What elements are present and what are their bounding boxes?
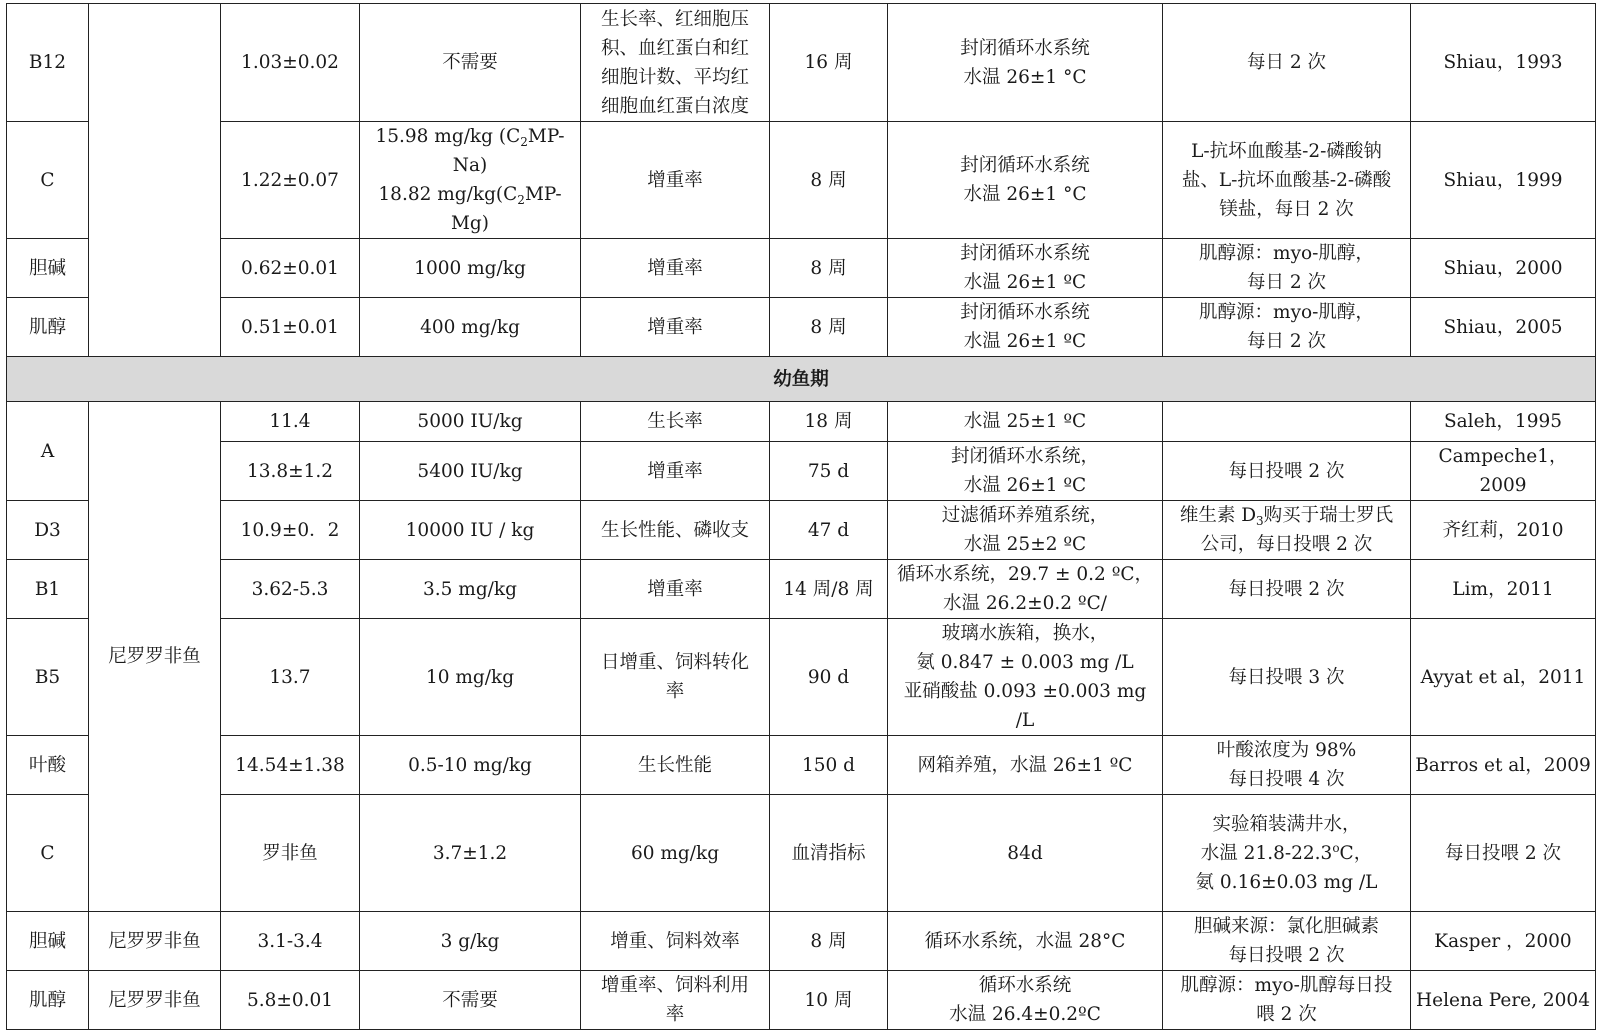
text-line: 水温 26±1 ºC: [963, 272, 1087, 293]
text-line: 日增重、饲料转化: [600, 652, 749, 673]
text-line: 封闭循环水系统: [960, 243, 1090, 264]
text-line: 15.98 mg/kg (C: [375, 126, 521, 147]
cell-notes: [1163, 501, 1411, 560]
text-line: 肌醇源：myo-肌醇，: [1199, 302, 1374, 323]
cell-reference: Helena Pere, 2004: [1411, 971, 1596, 1030]
cell-period: 150 d: [770, 736, 888, 795]
cell-dose: 3.5 mg/kg: [360, 560, 581, 619]
cell-notes: [1163, 122, 1411, 239]
cell-requirement: 14.54±1.38: [221, 736, 360, 795]
text-line: 率: [665, 681, 685, 702]
text-line: 封闭循环水系统: [960, 155, 1090, 176]
text-line: 胆碱来源：氯化胆碱素: [1193, 916, 1379, 937]
cell-index: [581, 4, 770, 122]
text-line: 公司，每日投喂 2 次: [1200, 534, 1373, 555]
text-line: 细胞计数、平均红: [600, 66, 749, 88]
text-line: 实验箱装满井水，: [1212, 813, 1361, 835]
text-line: 水温 26.4±0.2ºC: [949, 1004, 1101, 1025]
text-line: 氨 0.16±0.03 mg /L: [1195, 871, 1378, 893]
table-row: [7, 971, 1596, 1030]
cell-vitamin: B12: [7, 4, 89, 122]
text-line: 每日投喂 2 次: [1228, 945, 1345, 966]
cell-index: 生长率: [581, 402, 770, 442]
cell-dose: 5000 IU/kg: [360, 402, 581, 442]
cell-conditions: [888, 4, 1163, 122]
text-line: 循环水系统，29.7 ± 0.2 ºC，: [896, 564, 1154, 585]
cell-notes: [1163, 736, 1411, 795]
cell-notes: 每日投喂 2 次: [1411, 795, 1596, 912]
cell-species: 罗非鱼: [221, 795, 360, 912]
cell-period: 16 周: [770, 4, 888, 122]
cell-period: 18 周: [770, 402, 888, 442]
cell-index: 血清指标: [770, 795, 888, 912]
cell-conditions: [888, 442, 1163, 501]
table-row: [7, 122, 1596, 239]
cell-notes: [1163, 912, 1411, 971]
text-line: 每日投喂 4 次: [1228, 769, 1345, 790]
table-row: [7, 560, 1596, 619]
cell-dose: 1000 mg/kg: [360, 239, 581, 298]
cell-requirement: 1.03±0.02: [221, 4, 360, 122]
cell-vitamin: B5: [7, 619, 89, 736]
cell-index: [581, 619, 770, 736]
cell-requirement: 13.8±1.2: [221, 442, 360, 501]
cell-requirement: 3.7±1.2: [360, 795, 581, 912]
subscript: 2: [517, 193, 525, 207]
subscript: 3: [1256, 514, 1264, 528]
text-line: 细胞血红蛋白浓度: [600, 95, 749, 117]
cell-reference: Kasper ，2000: [1411, 912, 1596, 971]
text-line: 18.82 mg/kg(C: [378, 184, 518, 205]
text-line: 封闭循环水系统: [960, 37, 1090, 59]
table-row: [7, 912, 1596, 971]
cell-dose: 5400 IU/kg: [360, 442, 581, 501]
cell-notes: 每日 2 次: [1163, 4, 1411, 122]
cell-reference: Campeche1，2009: [1411, 442, 1596, 501]
cell-vitamin: 肌醇: [7, 298, 89, 357]
text-line: 每日 2 次: [1246, 272, 1327, 293]
cell-requirement: 10.9±0．2: [221, 501, 360, 560]
cell-index: 增重率: [581, 560, 770, 619]
cell-period: 8 周: [770, 912, 888, 971]
cell-notes: 每日投喂 3 次: [1163, 619, 1411, 736]
table-row: [7, 619, 1596, 736]
table-row: [7, 442, 1596, 501]
cell-reference: Lim，2011: [1411, 560, 1596, 619]
cell-dose: 10 mg/kg: [360, 619, 581, 736]
cell-conditions: 循环水系统，水温 28°C: [888, 912, 1163, 971]
cell-conditions: [888, 122, 1163, 239]
cell-requirement: 13.7: [221, 619, 360, 736]
cell-index: 增重率: [581, 442, 770, 501]
table-row: [7, 501, 1596, 560]
cell-dose: 10000 IU / kg: [360, 501, 581, 560]
cell-conditions: [888, 971, 1163, 1030]
cell-index: 生长性能、磷收支: [581, 501, 770, 560]
cell-vitamin: 胆碱: [7, 912, 89, 971]
section-header-row: [7, 357, 1596, 402]
text-line: 玻璃水族箱，换水，: [941, 623, 1109, 644]
cell-reference: Shiau，2005: [1411, 298, 1596, 357]
cell-period: 10 周: [770, 971, 888, 1030]
cell-dose: 3 g/kg: [360, 912, 581, 971]
cell-conditions: [888, 560, 1163, 619]
cell-reference: Saleh，1995: [1411, 402, 1596, 442]
text-line: 购买于瑞士罗氏: [1263, 505, 1394, 526]
cell-notes: 每日投喂 2 次: [1163, 442, 1411, 501]
cell-vitamin: A: [7, 402, 89, 501]
text-line: C，: [1339, 842, 1373, 864]
cell-requirement: 1.22±0.07: [221, 122, 360, 239]
cell-index: 增重率: [581, 239, 770, 298]
cell-period: 47 d: [770, 501, 888, 560]
cell-dose: 400 mg/kg: [360, 298, 581, 357]
cell-dose: 0.5-10 mg/kg: [360, 736, 581, 795]
text-line: L-抗坏血酸基-2-磷酸钠: [1191, 140, 1382, 162]
cell-notes: 每日投喂 2 次: [1163, 560, 1411, 619]
text-line: 氨 0.847 ± 0.003 mg /L: [916, 652, 1134, 673]
cell-notes: [1163, 298, 1411, 357]
text-line: 水温 26±1 °C: [963, 184, 1087, 205]
text-line: 喂 2 次: [1256, 1004, 1317, 1025]
text-line: 水温 26±1 ºC: [963, 331, 1087, 352]
cell-vitamin: 叶酸: [7, 736, 89, 795]
cell-vitamin: C: [7, 122, 89, 239]
cell-conditions: [1163, 795, 1411, 912]
cell-requirement: 0.62±0.01: [221, 239, 360, 298]
cell-vitamin: 肌醇: [7, 971, 89, 1030]
superscript: o: [1332, 840, 1340, 855]
cell-requirement: 5.8±0.01: [221, 971, 360, 1030]
cell-species: [89, 4, 221, 357]
cell-species: 尼罗罗非鱼: [89, 402, 221, 912]
text-line: 增重率、饲料利用: [600, 975, 749, 996]
cell-conditions: 水温 25±1 ºC: [888, 402, 1163, 442]
text-line: 肌醇源：myo-肌醇，: [1199, 243, 1374, 264]
cell-period: 8 周: [770, 298, 888, 357]
cell-index: 增重率: [581, 122, 770, 239]
cell-dose: 不需要: [360, 971, 581, 1030]
text-line: 生长率、红细胞压: [600, 8, 749, 30]
text-line: 肌醇源：myo-肌醇每日投: [1180, 975, 1393, 996]
cell-requirement: 3.1-3.4: [221, 912, 360, 971]
cell-species: 尼罗罗非鱼: [89, 971, 221, 1030]
text-line: 水温 21.8-22.3: [1200, 842, 1333, 864]
cell-vitamin: 胆碱: [7, 239, 89, 298]
text-line: 封闭循环水系统: [960, 302, 1090, 323]
cell-conditions: [888, 239, 1163, 298]
text-line: 水温 26±1 ºC: [963, 475, 1087, 496]
cell-period: 14 周/8 周: [770, 560, 888, 619]
text-line: 水温 26.2±0.2 ºC/: [943, 593, 1107, 614]
cell-vitamin: B1: [7, 560, 89, 619]
text-line: 水温 26±1 °C: [963, 66, 1087, 88]
text-line: 亚硝酸盐 0.093 ±0.003 mg /L: [903, 681, 1147, 731]
table-row: [7, 795, 1596, 912]
cell-index: 生长性能: [581, 736, 770, 795]
cell-notes: [1163, 402, 1411, 442]
cell-vitamin: C: [7, 795, 89, 912]
cell-dose: 不需要: [360, 4, 581, 122]
cell-conditions: [888, 501, 1163, 560]
cell-reference: Ayyat et al，2011: [1411, 619, 1596, 736]
cell-requirement: 0.51±0.01: [221, 298, 360, 357]
cell-vitamin: D3: [7, 501, 89, 560]
cell-conditions: [888, 619, 1163, 736]
cell-period: 84d: [888, 795, 1163, 912]
cell-species: 尼罗罗非鱼: [89, 912, 221, 971]
table-row: [7, 402, 1596, 442]
cell-dose: [360, 122, 581, 239]
cell-conditions: [888, 298, 1163, 357]
cell-conditions: 网箱养殖，水温 26±1 ºC: [888, 736, 1163, 795]
cell-reference: Shiau，1999: [1411, 122, 1596, 239]
cell-notes: [1163, 971, 1411, 1030]
cell-reference: Shiau，2000: [1411, 239, 1596, 298]
cell-period: 90 d: [770, 619, 888, 736]
cell-index: [581, 971, 770, 1030]
cell-requirement: 11.4: [221, 402, 360, 442]
text-line: 镁盐，每日 2 次: [1219, 198, 1354, 220]
text-line: 积、血红蛋白和红: [600, 37, 749, 59]
cell-index: 增重率: [581, 298, 770, 357]
text-line: 封闭循环水系统，: [950, 446, 1099, 467]
cell-index: 增重、饲料效率: [581, 912, 770, 971]
cell-reference: Shiau，1993: [1411, 4, 1596, 122]
subscript: 2: [520, 135, 528, 149]
cell-reference: 齐红莉，2010: [1411, 501, 1596, 560]
text-line: 水温 25±2 ºC: [963, 534, 1087, 555]
cell-dose: 60 mg/kg: [581, 795, 770, 912]
cell-requirement: 3.62-5.3: [221, 560, 360, 619]
text-line: 率: [665, 1004, 685, 1025]
cell-reference: Barros et al，2009: [1411, 736, 1596, 795]
table-row: [7, 239, 1596, 298]
cell-period: 75 d: [770, 442, 888, 501]
text-line: 循环水系统: [978, 975, 1072, 996]
cell-period: 8 周: [770, 239, 888, 298]
text-line: MP-Mg): [450, 184, 562, 234]
vitamin-requirement-table: [6, 3, 1596, 1030]
cell-notes: [1163, 239, 1411, 298]
section-title: 幼鱼期: [7, 357, 1596, 402]
text-line: 盐、L-抗坏血酸基-2-磷酸: [1181, 169, 1392, 191]
table-row: [7, 298, 1596, 357]
text-line: MP-Na): [452, 126, 565, 176]
text-line: 每日 2 次: [1246, 331, 1327, 352]
text-line: 过滤循环养殖系统，: [941, 505, 1109, 526]
text-line: 维生素 D: [1179, 505, 1257, 526]
cell-period: 8 周: [770, 122, 888, 239]
table-row: [7, 4, 1596, 122]
text-line: 叶酸浓度为 98%: [1216, 740, 1357, 761]
table-row: [7, 736, 1596, 795]
